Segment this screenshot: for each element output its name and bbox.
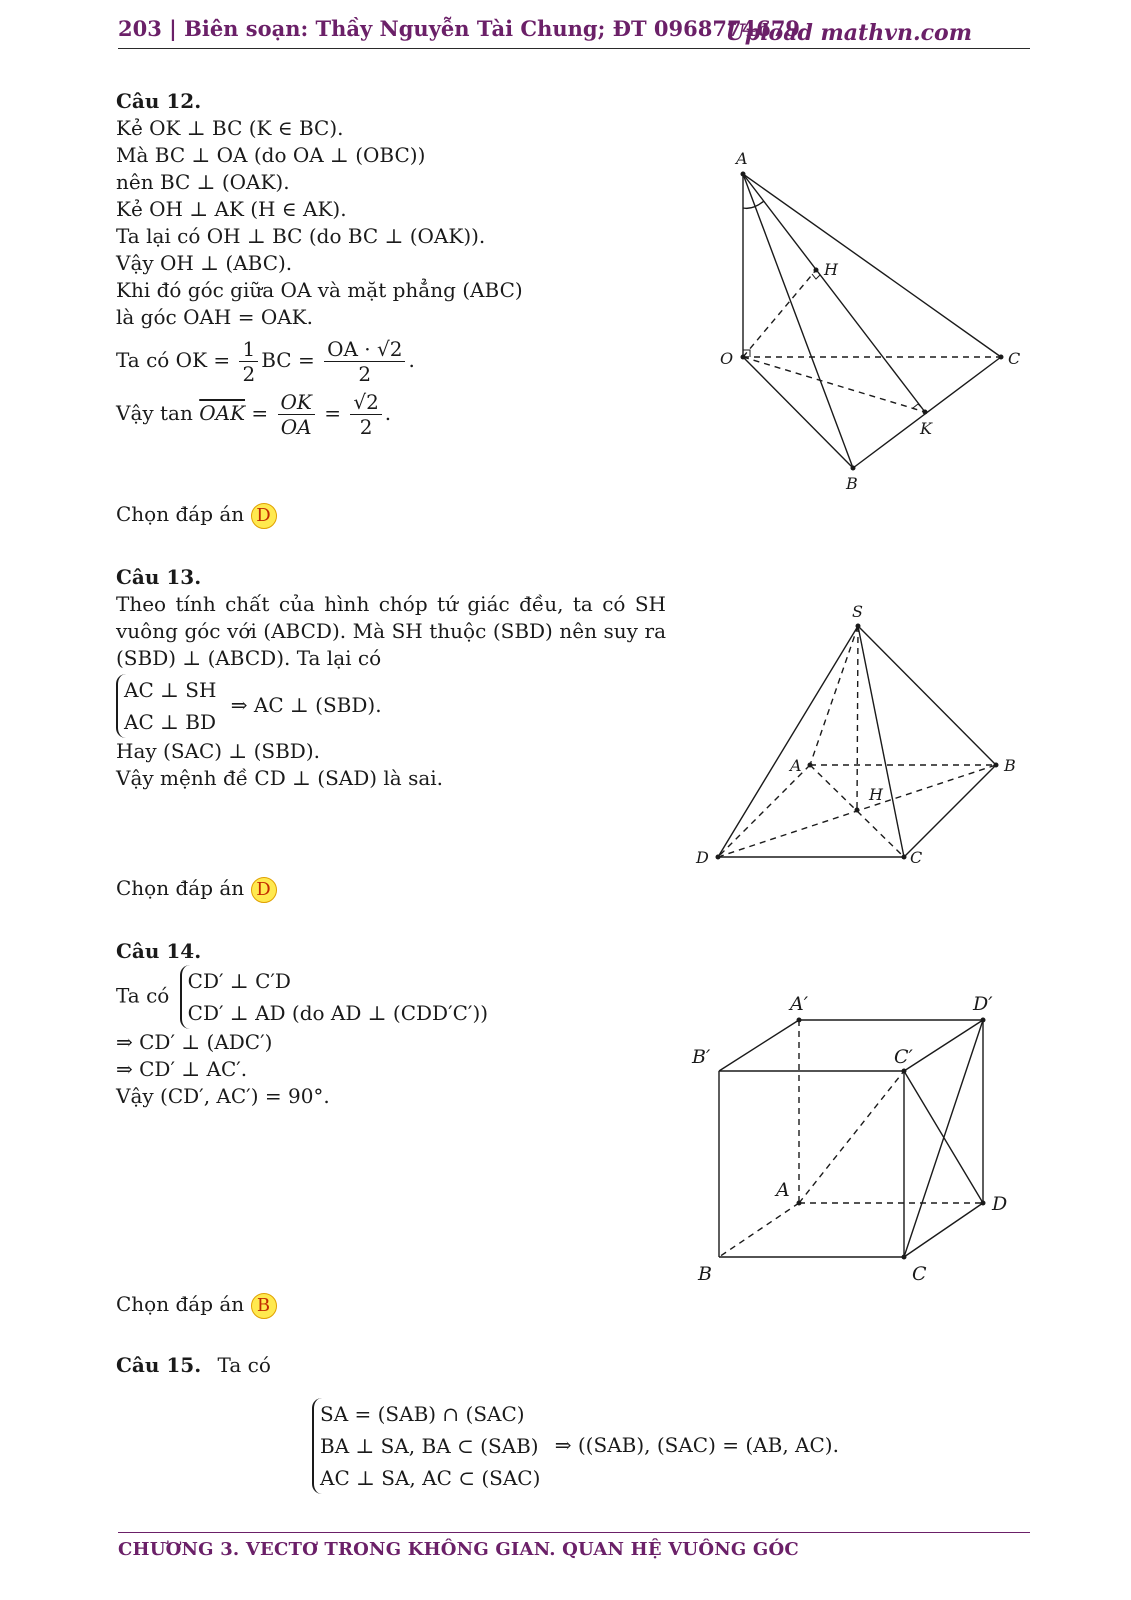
edge-C1D: [904, 1071, 983, 1203]
answer-badge: B: [251, 1293, 277, 1319]
q14-sys-1: CD′ ⊥ C′D: [187, 969, 291, 993]
q12-line-2: Mà BC ⊥ OA (do OA ⊥ (OBC)): [116, 143, 426, 167]
frac-den: 2: [358, 362, 372, 386]
frac-num: OK: [278, 390, 315, 415]
q13-paragraph: Theo tính chất của hình chóp tứ giác đều, ta có SH vuông góc với (ABCD). Mà SH thuộc (SBD) nên suy ra (SBD) ⊥ (ABCD). Ta lại có: [116, 592, 666, 670]
answer-badge: D: [251, 877, 277, 903]
point-C: [902, 1255, 907, 1260]
page-footer: [118, 1532, 1030, 1560]
q13-sys-1: AC ⊥ SH: [124, 678, 217, 702]
label-K: K: [920, 419, 932, 438]
label-H: H: [869, 785, 883, 804]
q12-line-7: Khi đó góc giữa OA và mặt phẳng (ABC): [116, 278, 523, 302]
q14-prefix: Ta có: [116, 983, 170, 1008]
question-15-title: Câu 15.: [116, 1353, 202, 1377]
q14-line-2: ⇒ CD′ ⊥ AC′.: [116, 1057, 248, 1081]
q15-intro: Ta có: [217, 1353, 271, 1377]
q12-line-8: là góc OAH = OAK.: [116, 305, 313, 329]
question-13-title: Câu 13.: [116, 565, 202, 589]
frac-num: OA · √2: [324, 337, 405, 362]
question-14-title: Câu 14.: [116, 939, 202, 963]
q12-f2-prefix: Vậy tan: [116, 401, 193, 425]
point-A1: [797, 1018, 802, 1023]
q12-line-5: Ta lại có OH ⊥ BC (do BC ⊥ (OAK)).: [116, 224, 486, 248]
label-B: B: [1004, 756, 1016, 775]
label-S: S: [852, 602, 863, 621]
q12-formula-tan: Vậy $\tan \overline{OAK}$ = $\frac{OK}{OA}$ = $\frac{√2}{2}$ .: [116, 390, 392, 439]
point-D: [981, 1201, 986, 1206]
q13-sys-result: ⇒ AC ⊥ (SBD).: [230, 692, 382, 717]
q15-result: ⇒ ((SAB), (SAC) = (AB, AC).: [554, 1432, 839, 1457]
q13-line-a: Hay (SAC) ⊥ (SBD).: [116, 739, 320, 763]
label-B1: B′: [692, 1046, 711, 1068]
q12-line-1: Kẻ OK ⊥ BC (K ∈ BC).: [116, 116, 344, 140]
label-D: D: [992, 1193, 1008, 1215]
frac-den: OA: [280, 415, 312, 439]
label-B: B: [698, 1263, 712, 1285]
q12-f1-prefix: Ta có OK =: [116, 348, 231, 372]
label-B: B: [846, 474, 858, 493]
label-C: C: [910, 848, 923, 867]
q12-line-6: Vậy OH ⊥ (ABC).: [116, 251, 293, 275]
edge-AB-dashed: [719, 1203, 799, 1257]
q15-system-brace: [312, 1398, 540, 1494]
edge-CD: [904, 1203, 983, 1257]
point-D1: [981, 1018, 986, 1023]
label-A: A: [790, 756, 802, 775]
label-D1: D′: [973, 993, 993, 1015]
answer-prefix: Chọn đáp án: [116, 876, 245, 900]
q14-line-1: ⇒ CD′ ⊥ (ADC′): [116, 1030, 273, 1054]
q15-sys-2: BA ⊥ SA, BA ⊂ (SAB): [320, 1434, 539, 1458]
frac-num: 1: [239, 337, 258, 362]
q14-line-3: Vậy (CD′, AC′) = 90°.: [116, 1084, 330, 1108]
label-C: C: [912, 1263, 927, 1285]
q15-sys-3: AC ⊥ SA, AC ⊂ (SAC): [320, 1466, 541, 1490]
edge-A1B1: [719, 1020, 799, 1071]
q12-formula-ok: Ta có OK = $\frac{1}{2}$ BC = $\frac{OA \cdot √2}{2}$ .: [116, 337, 415, 386]
q12-line-4: Kẻ OH ⊥ AK (H ∈ AK).: [116, 197, 347, 221]
frac-num: √2: [350, 390, 381, 415]
q15-system: [312, 1398, 839, 1494]
label-O: O: [720, 349, 734, 368]
q14-sys-2: CD′ ⊥ AD (do AD ⊥ (CDD′C′)): [187, 1001, 489, 1025]
label-H: H: [824, 260, 838, 279]
label-C: C: [1008, 349, 1021, 368]
q12-f2-angle: $\overline{OAK}$: [199, 401, 246, 425]
question-15: [116, 1352, 271, 1379]
label-A1: A′: [790, 993, 809, 1015]
answer-prefix: Chọn đáp án: [116, 1292, 245, 1316]
point-A: [797, 1201, 802, 1206]
footer-chapter-title: CHƯƠNG 3. VECTƠ TRONG KHÔNG GIAN. QUAN HỆ VUÔNG GÓC: [118, 1539, 799, 1560]
frac-den: 2: [242, 362, 256, 386]
q12-line-3: nên BC ⊥ (OAK).: [116, 170, 290, 194]
q13-sys-2: AC ⊥ BD: [124, 710, 217, 734]
label-D: D: [696, 848, 709, 867]
point-C1: [902, 1069, 907, 1074]
q15-sys-1: SA = (SAB) ∩ (SAC): [320, 1402, 525, 1426]
label-A: A: [776, 1179, 790, 1201]
answer-prefix: Chọn đáp án: [116, 502, 245, 526]
q13-line-b: Vậy mệnh đề CD ⊥ (SAD) là sai.: [116, 766, 444, 790]
question-12-title: Câu 12.: [116, 89, 202, 113]
edge-CD1: [904, 1020, 983, 1257]
label-A: A: [736, 149, 748, 168]
frac-den: 2: [359, 415, 373, 439]
header-upload-link[interactable]: Upload mathvn.com: [725, 20, 972, 46]
q12-f1-mid: BC =: [261, 348, 315, 372]
label-C1: C′: [894, 1046, 913, 1068]
answer-badge: D: [251, 503, 277, 529]
edge-D1C1: [904, 1020, 983, 1071]
edge-AC1-dashed: [799, 1071, 904, 1203]
header-author: 203 | Biên soạn: Thầy Nguyễn Tài Chung; ĐT 0968774679: [118, 16, 801, 41]
